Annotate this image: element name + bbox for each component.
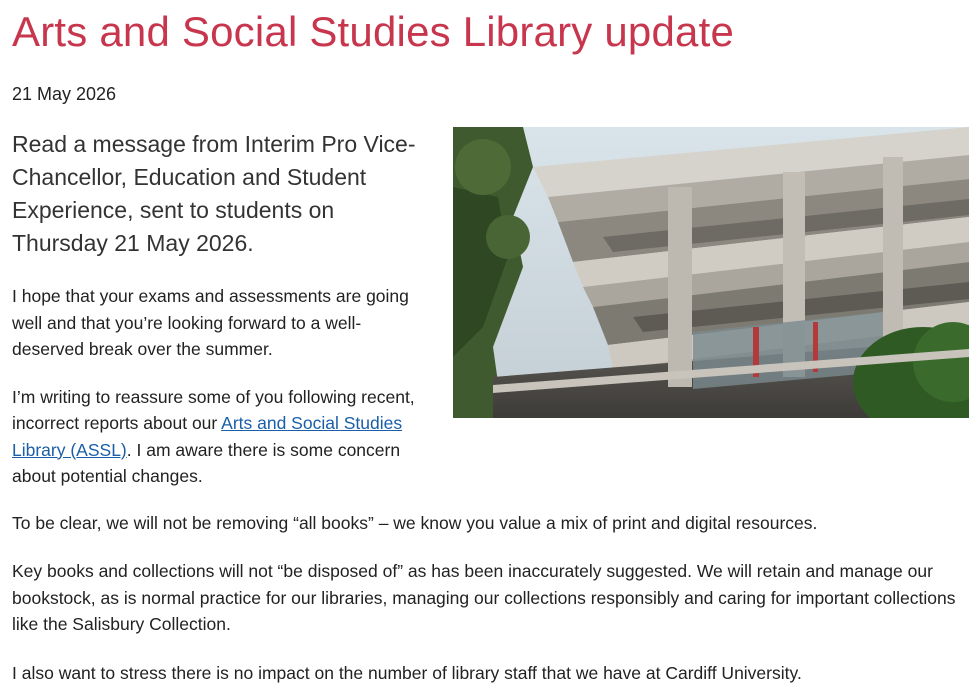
article [12,0,970,683]
paragraph-staff: I also want to stress there is no impact on the number of library staff that we have at Cardiff University. [12,663,802,683]
assl-link[interactable]: Arts and Social Studies Library (ASSL) [12,413,403,460]
paragraph-books: To be clear, we will not be removing “all books” – we know you value a mix of print and digital resources. [12,513,818,533]
page-title: Arts and Social Studies Library update [12,8,735,55]
publish-date: 21 May 2026 [12,84,117,104]
paragraph-reassure-text-start: I’m writing to reassure some of you following recent, incorrect reports about our [12,386,415,433]
paragraph-reassure [12,384,432,490]
paragraph-collections: Key books and collections will not “be disposed of” as has been inaccurately suggested. We will retain and manage our bookstock, as is normal practice for our libraries, managing our collections responsibly and caring for important collections like the Salisbury Collection. [12,561,956,634]
intro-column [12,128,432,490]
paragraph-exams: I hope that your exams and assessments are going well and that you’re looking forward to a well-deserved break over the summer. [12,286,409,359]
paragraph-reassure-text-end: . I am aware there is some concern about potential changes. [12,439,401,486]
library-building-photo [453,127,969,418]
lead-paragraph: Read a message from Interim Pro Vice-Chancellor, Education and Student Experience, sent to students on Thursday 21 May 2026. [12,131,416,256]
